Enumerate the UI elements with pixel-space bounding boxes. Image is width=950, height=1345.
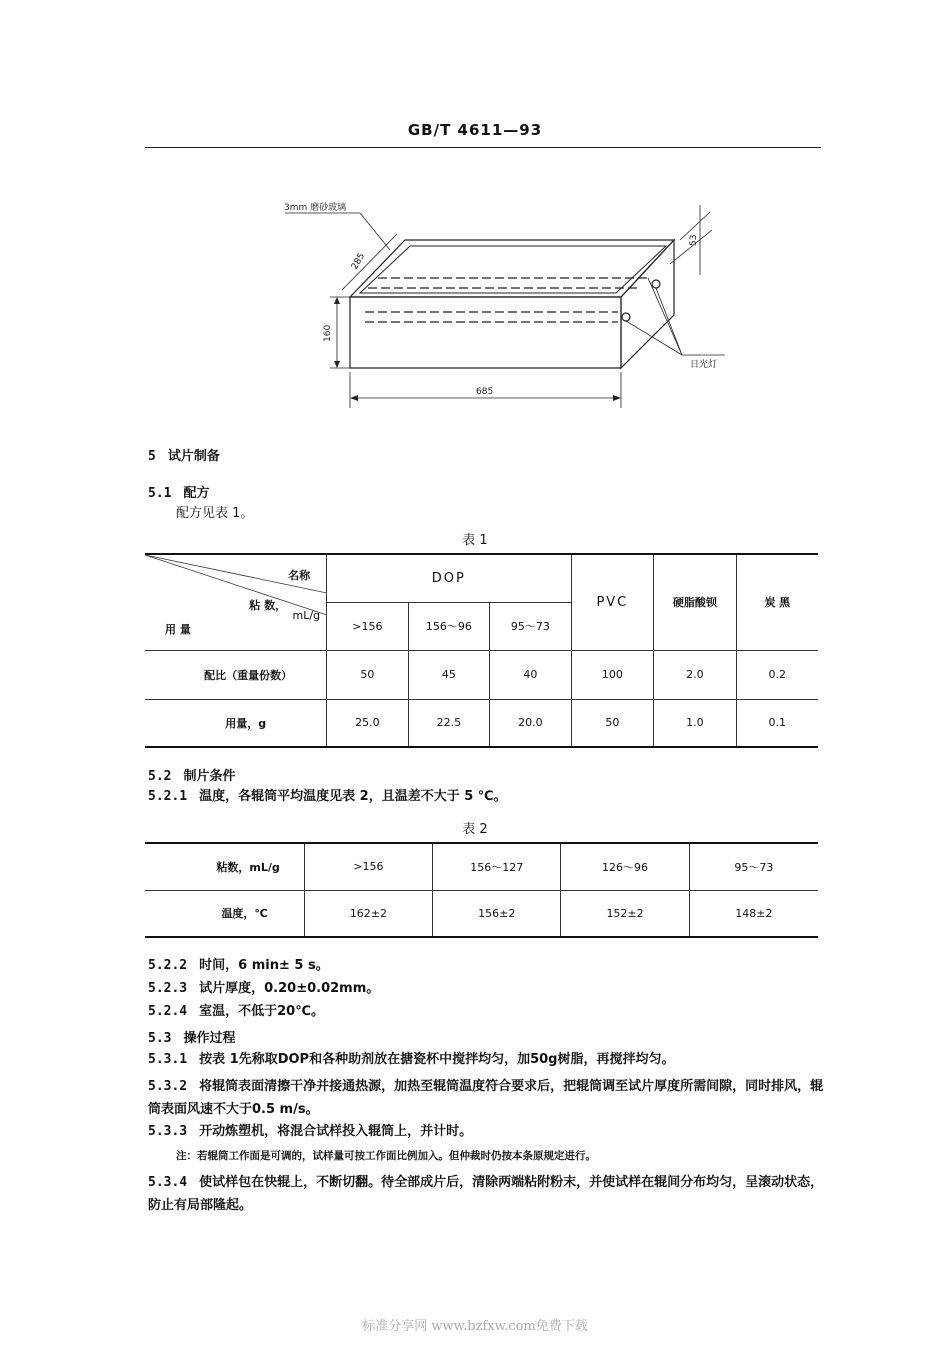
dim-width: 685: [476, 387, 494, 397]
section-5-1-text: 配方见表 1。: [176, 506, 254, 521]
section-5-2-heading: 5.2 制片条件: [148, 769, 236, 784]
table2: [145, 842, 818, 938]
table1-caption: 表 1: [462, 533, 488, 548]
box-right-face: [621, 240, 674, 368]
table1-barium-header: 硬脂酸钡: [654, 554, 736, 650]
section-5-3-4: 5.3.4 使试样包在快辊上，不断切翻。待全部成片后，清除两端粘附粉末，并使试样在辊间分布均匀，呈滚动状态，防止有局部隆起。: [148, 1175, 824, 1213]
table2-cell: 152±2: [561, 890, 689, 937]
table1-row-label: 用量，g: [145, 699, 327, 747]
section-5-2-4: 5.2.4 室温，不低于20℃。: [148, 1004, 324, 1019]
section-5-2-2: 5.2.2 时间，6 min± 5 s。: [148, 958, 329, 973]
dim-top: 53: [689, 234, 699, 246]
box-front-face: [350, 297, 621, 368]
table1-row-label: 配比（重量份数）: [145, 650, 327, 699]
table1-row: [145, 650, 818, 699]
table1-cell: 50: [571, 699, 654, 747]
document-code: GB/T 4611—93: [407, 121, 543, 139]
table2-cell: 148±2: [689, 890, 818, 937]
corner-viscosity: 粘 数，: [249, 599, 287, 612]
corner-name: 名称: [288, 569, 311, 582]
table1-sub-2: 156～96: [408, 602, 489, 650]
section-5-3-1: 5.3.1 按表 1先称取DOP和各种助剂放在搪瓷杯中搅拌均匀，加50g树脂，再搅拌均匀。: [148, 1052, 675, 1067]
section-5-3-heading: 5.3 操作过程: [148, 1031, 236, 1046]
corner-usage: 用 量: [165, 623, 191, 636]
dim-depth: 285: [349, 251, 368, 272]
section-5-heading: 5 试片制备: [148, 449, 220, 464]
table2-cell: 126～96: [561, 843, 689, 890]
section-5-1-heading: 5.1 配方: [148, 486, 210, 501]
table2-row2-label: 温度，℃: [145, 890, 304, 937]
table1-carbon-header: 炭 黑: [736, 554, 818, 650]
table1-cell: 22.5: [408, 699, 489, 747]
table1-cell: 2.0: [654, 650, 736, 699]
table2-row1-label: 粘数，mL/g: [145, 843, 304, 890]
corner-unit: mL/g: [292, 609, 321, 622]
section-5-2-1: 5.2.1 温度，各辊筒平均温度见表 2，且温差不大于 5 ℃。: [148, 789, 507, 804]
table1-cell: 40: [490, 650, 571, 699]
note: 注：若辊筒工作面是可调的，试样量可按工作面比例加入。但仲裁时仍按本条原规定进行。: [176, 1150, 596, 1162]
table1-cell: 1.0: [654, 699, 736, 747]
header-rule: [145, 147, 821, 148]
section-5-3-3: 5.3.3 开动炼塑机，将混合试样投入辊筒上，并计时。: [148, 1124, 473, 1139]
table2-cell: 162±2: [304, 890, 432, 937]
glass-label: 3mm 磨砂玻璃: [284, 203, 347, 213]
table1-cell: 100: [571, 650, 654, 699]
footer-watermark: 标准分享网 www.bzfxw.com免费下载: [362, 1319, 588, 1334]
table2-caption: 表 2: [462, 822, 488, 837]
dim-height: 160: [323, 324, 333, 342]
table1-cell: 50: [327, 650, 409, 699]
table2-cell: 156～127: [433, 843, 561, 890]
table1-cell: 45: [408, 650, 489, 699]
lamp-label: 日光灯: [690, 360, 718, 370]
table2-cell: 156±2: [433, 890, 561, 937]
table1-sub-1: >156: [327, 602, 409, 650]
section-5-3-2: 5.3.2 将辊筒表面清擦干净并接通热源，加热至辊筒温度符合要求后，把辊筒调至试片厚度所需间隙，同时排风，辊筒表面风速不大于0.5 m/s。: [148, 1079, 824, 1117]
table1-sub-3: 95～73: [490, 602, 571, 650]
section-5-2-3: 5.2.3 试片厚度，0.20±0.02mm。: [148, 981, 380, 996]
lightbox-diagram: [270, 190, 740, 420]
table1-cell: 25.0: [327, 699, 409, 747]
table1-corner-cell: [145, 554, 327, 650]
table1-dop-header: DOP: [327, 554, 572, 602]
table2-cell: >156: [304, 843, 432, 890]
table1-cell: 20.0: [490, 699, 571, 747]
table1-pvc-header: PVC: [571, 554, 654, 650]
table1: [145, 553, 818, 748]
table1-row: [145, 699, 818, 747]
table1-cell: 0.1: [736, 699, 818, 747]
table1-cell: 0.2: [736, 650, 818, 699]
table2-cell: 95～73: [689, 843, 818, 890]
